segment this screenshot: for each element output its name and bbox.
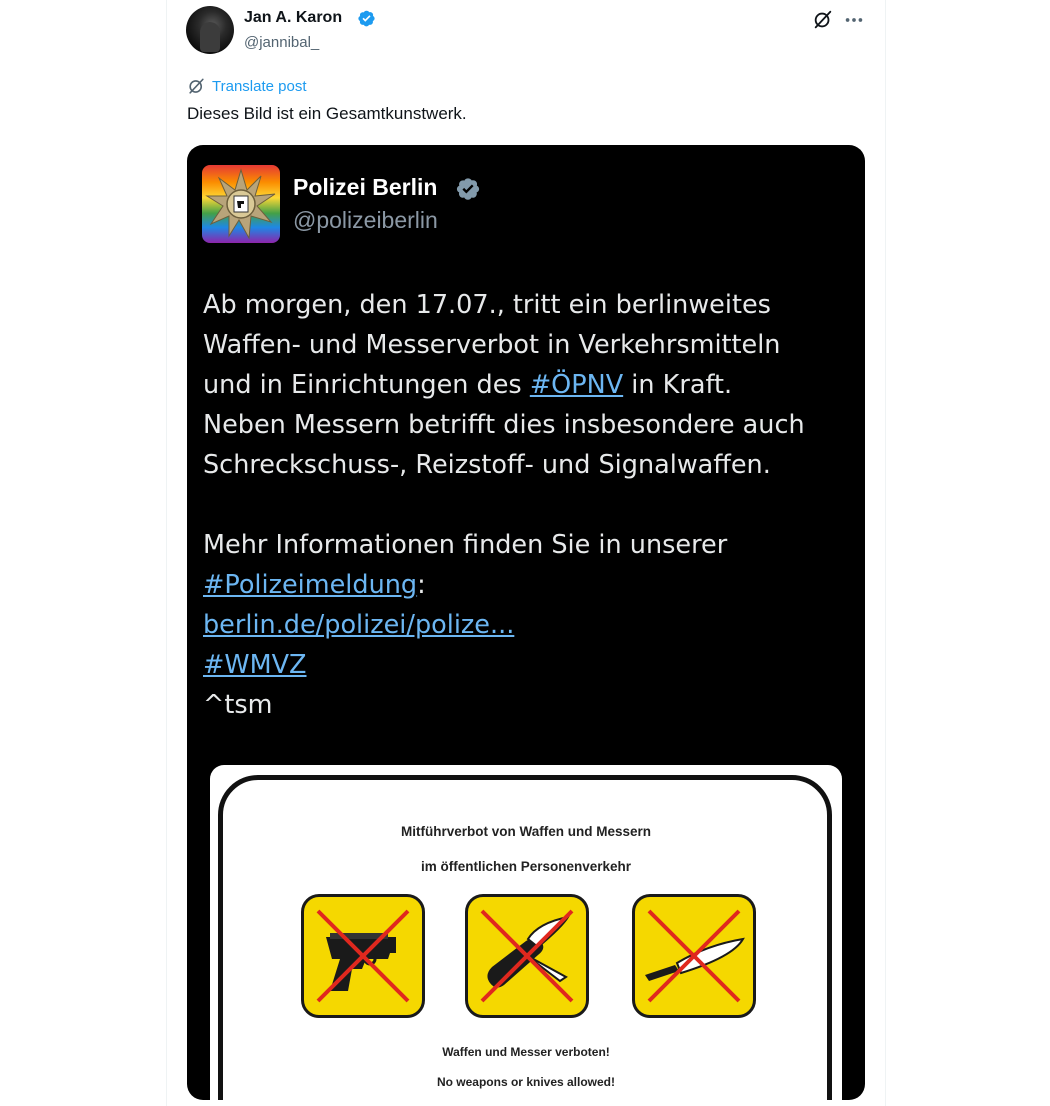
sign-title-line-1: Mitführverbot von Waffen und Messern	[400, 824, 651, 839]
hashtag-polizeimeldung: #Polizeimeldung	[203, 570, 418, 600]
more-options-icon[interactable]	[843, 9, 865, 31]
quoted-line-3-post: in Kraft.	[623, 370, 733, 400]
folding-knife-icon	[465, 894, 589, 1018]
quoted-line-7-post: :	[417, 570, 426, 600]
post-media-image[interactable]	[187, 145, 865, 1100]
quoted-url-link: berlin.de/polizei/polize...	[203, 610, 515, 640]
sign-note-english: No weapons or knives allowed!	[436, 1075, 616, 1089]
quoted-line-10: ^tsm	[203, 690, 273, 720]
quoted-author-handle: @polizeiberlin	[293, 207, 438, 233]
quoted-line-3-pre: und in Einrichtungen des	[203, 370, 530, 400]
quoted-line-3	[203, 365, 853, 405]
sign-note-german: Waffen und Messer verboten!	[442, 1045, 610, 1059]
quoted-line-5: Schreckschuss-, Reizstoff- und Signalwaffen.	[203, 450, 771, 480]
quoted-line-7	[203, 565, 853, 605]
verified-badge-icon	[357, 9, 376, 28]
pistol-icon	[301, 894, 425, 1018]
quoted-author-name: Polizei Berlin	[293, 174, 438, 200]
hashtag-oepnv: #ÖPNV	[529, 370, 624, 400]
quoted-line-1: Ab morgen, den 17.07., tritt ein berlinweites	[203, 290, 771, 320]
quoted-line-2: Waffen- und Messerverbot in Verkehrsmitteln	[203, 330, 781, 360]
prohibition-sign	[210, 765, 842, 1100]
author-avatar[interactable]	[186, 6, 234, 54]
quoted-line-4: Neben Messern betrifft dies insbesondere auch	[203, 410, 805, 440]
grok-icon[interactable]	[812, 9, 834, 31]
quoted-line-8	[203, 605, 853, 645]
kitchen-knife-icon	[632, 894, 756, 1018]
quoted-post-text	[203, 285, 853, 725]
translate-icon	[187, 77, 206, 96]
author-name[interactable]: Jan A. Karon	[244, 9, 343, 26]
translate-post-link[interactable]	[187, 77, 307, 96]
hashtag-wmvz: #WMVZ	[203, 650, 307, 680]
police-star-icon	[202, 165, 280, 243]
sign-title-line-2: im öffentlichen Personenverkehr	[420, 859, 632, 874]
author-handle[interactable]: @jannibal_	[244, 34, 320, 51]
post-text: Dieses Bild ist ein Gesamtkunstwerk.	[187, 104, 467, 123]
translate-label: Translate post	[212, 78, 307, 95]
polizei-berlin-avatar	[202, 165, 280, 243]
gray-verified-badge-icon	[455, 176, 481, 202]
quoted-line-6: Mehr Informationen finden Sie in unserer	[203, 530, 728, 560]
quoted-line-9	[203, 645, 853, 685]
